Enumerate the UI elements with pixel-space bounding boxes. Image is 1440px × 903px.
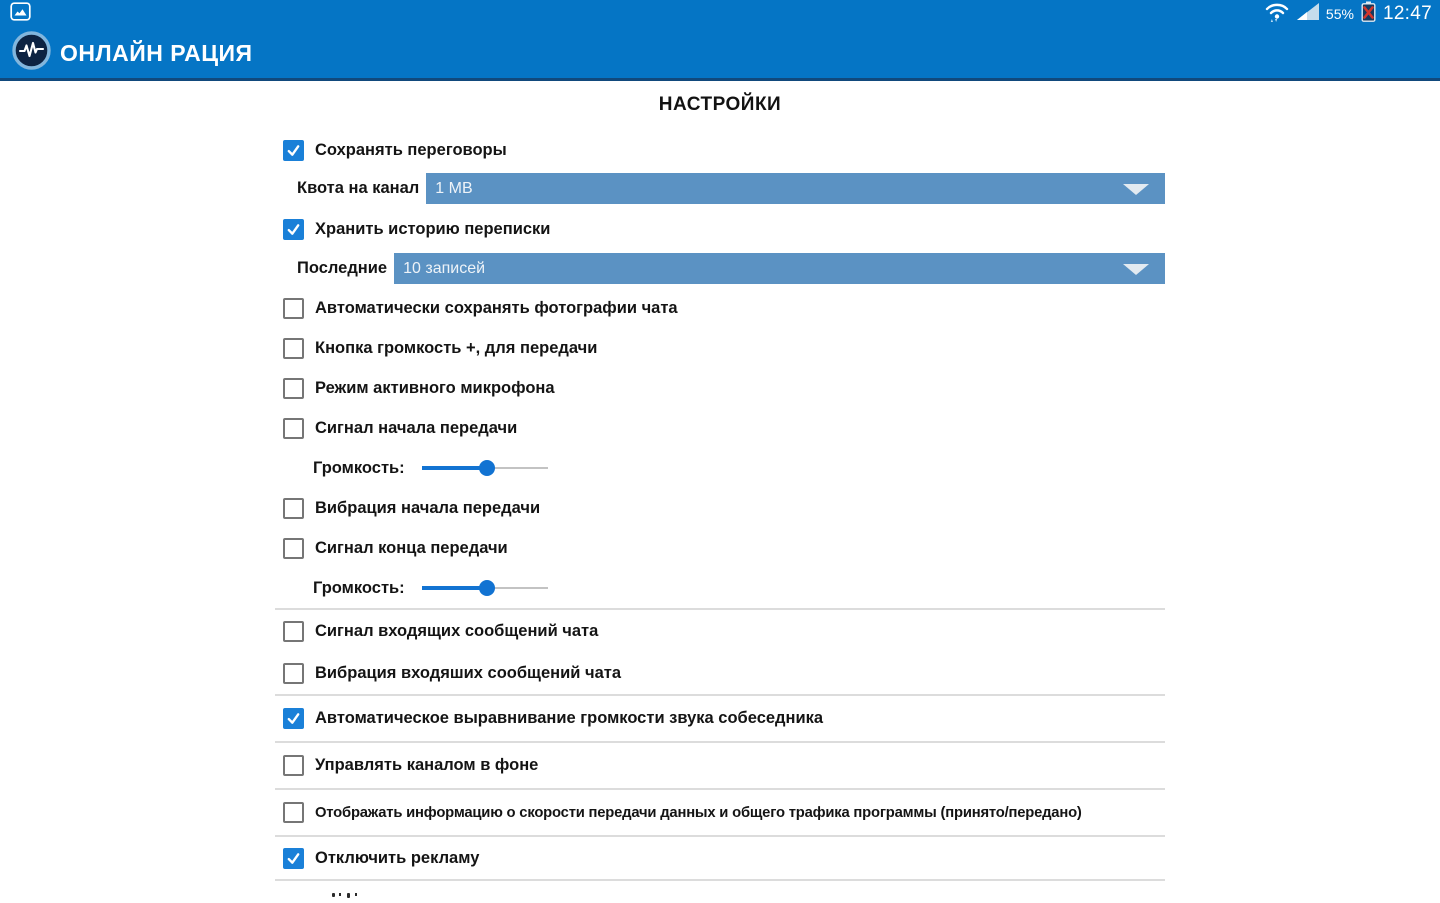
last-records-row [275, 253, 1165, 284]
setting-label: Хранить историю переписки [315, 219, 551, 238]
checkbox[interactable] [283, 418, 304, 439]
chevron-down-icon [1123, 264, 1149, 275]
status-bar [0, 0, 1440, 28]
slider-thumb[interactable] [479, 460, 495, 476]
checkbox[interactable] [283, 498, 304, 519]
last-records-label: Последние [297, 259, 388, 277]
battery-error-icon [1361, 1, 1376, 27]
partial-next-row-text [275, 891, 1165, 903]
checkbox[interactable] [283, 755, 304, 776]
checkbox[interactable] [283, 802, 304, 823]
pulse-waveform-logo-icon [11, 30, 52, 76]
setting-label: Вибрация начала передачи [315, 498, 541, 517]
setting-label: Управлять каналом в фоне [315, 756, 539, 774]
setting-volume-up-button-transmit[interactable] [275, 328, 1165, 368]
chevron-down-icon [1123, 184, 1149, 195]
setting-label: Сигнал начала передачи [315, 418, 518, 437]
setting-show-traffic-info[interactable] [275, 790, 1165, 835]
setting-background-channel-control[interactable] [275, 743, 1165, 788]
setting-label: Сигнал входящих сообщений чата [315, 621, 599, 640]
end-signal-volume-row [275, 568, 1165, 608]
start-signal-volume-slider[interactable] [422, 460, 548, 476]
setting-keep-chat-history[interactable] [275, 209, 1165, 249]
channel-quota-row [275, 173, 1165, 204]
setting-transmit-start-signal[interactable] [275, 408, 1165, 448]
setting-label: Режим активного микрофона [315, 378, 555, 397]
signal-triangle-icon [1297, 3, 1319, 25]
setting-label: Автоматически сохранять фотографии чата [315, 298, 678, 317]
selected-value: 10 записей [403, 259, 486, 277]
setting-label: Сохранять переговоры [315, 140, 507, 159]
setting-incoming-chat-signal[interactable] [275, 610, 1165, 652]
setting-active-mic-mode[interactable] [275, 368, 1165, 408]
last-records-dropdown[interactable] [394, 253, 1165, 284]
end-signal-volume-slider[interactable] [422, 580, 548, 596]
slider-fill [422, 466, 488, 470]
page-title: НАСТРОЙКИ [658, 94, 782, 115]
setting-label: Вибрация входяших сообщений чата [315, 663, 622, 682]
slider-fill [422, 586, 488, 590]
app-bar [0, 28, 1440, 81]
slider-thumb[interactable] [479, 580, 495, 596]
setting-label: Отключить рекламу [315, 848, 480, 867]
setting-label: Кнопка громкость +, для передачи [315, 338, 598, 357]
checkbox[interactable] [283, 848, 304, 869]
checkbox[interactable] [283, 298, 304, 319]
checkbox[interactable] [283, 538, 304, 559]
setting-disable-ads[interactable] [275, 837, 1165, 879]
setting-autosave-chat-photos[interactable] [275, 288, 1165, 328]
app-title: ОНЛАЙН РАЦИЯ [60, 39, 253, 66]
setting-transmit-start-vibration[interactable] [275, 488, 1165, 528]
battery-percent: 55% [1325, 6, 1354, 22]
checkbox[interactable] [283, 140, 304, 161]
volume-label: Громкость: [313, 578, 405, 597]
checkbox[interactable] [283, 621, 304, 642]
selected-value: 1 MB [435, 179, 473, 197]
setting-label: Отображать информацию о скорости передачи данных и общего трафика программы (принято/передано) [315, 804, 1082, 821]
setting-incoming-chat-vibration[interactable] [275, 652, 1165, 694]
checkbox[interactable] [283, 338, 304, 359]
section-divider [275, 879, 1165, 881]
start-signal-volume-row [275, 448, 1165, 488]
checkbox[interactable] [283, 708, 304, 729]
setting-save-conversations[interactable] [275, 130, 1165, 170]
checkbox[interactable] [283, 378, 304, 399]
setting-transmit-end-signal[interactable] [275, 528, 1165, 568]
setting-label: Автоматическое выравнивание громкости звука собеседника [315, 709, 824, 727]
channel-quota-dropdown[interactable] [426, 173, 1165, 204]
clock: 12:47 [1382, 3, 1432, 24]
setting-auto-volume-leveling[interactable] [275, 696, 1165, 741]
checkbox[interactable] [283, 219, 304, 240]
settings-panel [275, 93, 1165, 903]
channel-quota-label: Квота на канал [297, 179, 420, 197]
setting-label: Сигнал конца передачи [315, 538, 508, 557]
checkbox[interactable] [283, 663, 304, 684]
wifi-traffic-icon [1264, 1, 1290, 28]
volume-label: Громкость: [313, 458, 405, 477]
notification-chart-icon [10, 2, 31, 26]
